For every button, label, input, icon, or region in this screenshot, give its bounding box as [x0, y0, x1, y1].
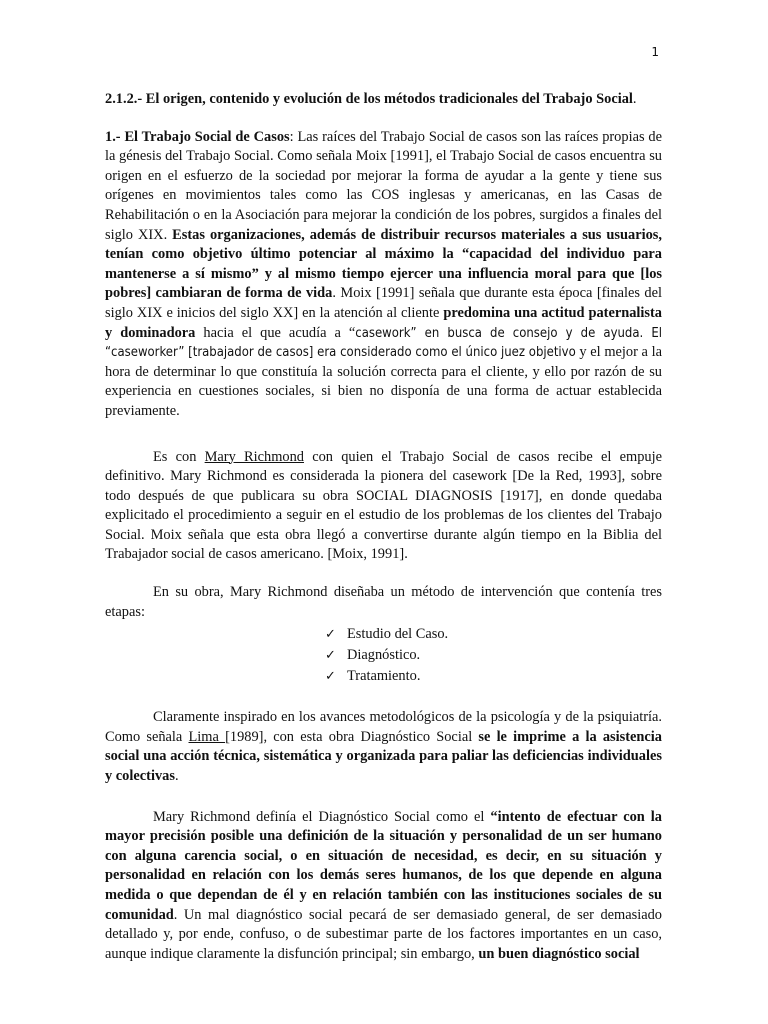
section-heading [105, 90, 662, 110]
list-item [325, 624, 662, 645]
paragraph-method-stages [105, 583, 662, 622]
text-run: : Las raíces del Trabajo Social de casos son las raíces propias de la génesis del Trabajo Social. Como señala Moix [1991], el Trabajo Social de casos encuentra su origen en el esfuerzo de la sociedad por mejorar la forma de ayudar a la gente y tiene sus orígenes en movimientos tales como las COS inglesas y americanas, en las Casas de Rehabilitación o en la Asociación para mejorar la condición de los pobres, surgidos a finales del siglo XIX. [105, 128, 662, 243]
list-item-label: Diagnóstico. [347, 647, 421, 664]
bold-run: Estas organizaciones, además de distribuir recursos materiales a sus usuarios, tenían como objetivo último potenciar al máximo la “capacidad del individuo para mantenerse a sí mismo” y al mismo tiempo ejercer una influencia moral para que [los pobres] cambiaran de forma de vida [105, 226, 662, 302]
check-icon: ✓ [325, 669, 336, 685]
document-body [105, 90, 662, 964]
list-item [325, 645, 662, 666]
mary-richmond-link[interactable]: Mary Richmond [204, 448, 304, 465]
bold-run: predomina una actitud paternalista y dominadora [105, 304, 663, 341]
list-item-label: Estudio del Caso. [347, 626, 449, 643]
sans-run: casework” en busca de consejo y de ayuda. El “caseworker” [trabajador de casos] era considerado como el único juez objetivo [105, 325, 662, 361]
text-run: . Moix [1991] señala que durante esta época [finales del siglo XIX e inicios del siglo XX] en la atención al cliente [105, 285, 662, 321]
paragraph-casework-origins [105, 128, 662, 422]
stages-checklist [105, 624, 662, 687]
text-run: Claramente inspirado en los avances metodológicos de la psicología y de la psiquiatría. Como señala [105, 709, 662, 745]
list-item-label: Tratamiento. [347, 668, 421, 685]
list-item [325, 666, 662, 687]
bold-run: se le imprime a la asistencia social una acción técnica, sistemática y organizada para paliar las deficiencias individuales y colectivas [105, 728, 662, 785]
section-heading-period: . [632, 91, 637, 107]
text-run: hacia el que acudía a “ [195, 324, 356, 341]
section-heading-text: 2.1.2.- El origen, contenido y evolución de los métodos tradicionales del Trabajo Social [105, 91, 633, 107]
paragraph-social-diagnosis [105, 808, 662, 965]
text-run: [1989], con esta obra Diagnóstico Social [225, 728, 479, 745]
casework-lead: 1.- El Trabajo Social de Casos [105, 128, 290, 145]
page-number: 1 [651, 45, 659, 59]
text-run: Es con [153, 448, 205, 465]
bold-run: “intento de efectuar con la mayor precisión posible una definición de la situación y personalidad de un ser humano con alguna carencia social, o en situación de necesidad, es decir, en su situación y personalidad en relación con los demás seres humanos, de los que depende en alguna medida o que dependan de él y en relación también con las instituciones sociales de su comunidad [105, 808, 662, 923]
text-run: Mary Richmond definía el Diagnóstico Social como el [153, 808, 491, 825]
text-run: En su obra, Mary Richmond diseñaba un método de intervención que contenía tres etapas: [105, 584, 662, 620]
check-icon: ✓ [325, 648, 336, 664]
paragraph-psychology-influence [105, 708, 662, 786]
text-run: y el mejor a la hora de determinar lo que constituía la solución correcta para el cliente, y ello por razón de su experiencia en cuestiones sociales, si bien no disponía de una forma de actuar establecida previamente. [105, 344, 662, 419]
text-run: con quien el Trabajo Social de casos recibe el empuje definitivo. Mary Richmond es considerada la pionera del casework [De la Red, 1993], sobre todo después de que publicara su obra SOCIAL DIAGNOSIS [1917], en donde quedaba explicitado el procedimiento a seguir en el estudio de los problemas de los clientes del Trabajo Social. Moix señala que esta obra llegó a convertirse durante algún tiempo en la Biblia del Trabajador social de casos americano. [Moix, 1991]. [105, 448, 662, 563]
bold-run: un buen diagnóstico social [478, 945, 640, 962]
paragraph-mary-richmond [105, 448, 662, 566]
check-icon: ✓ [325, 627, 336, 643]
lima-link[interactable]: Lima [188, 728, 226, 745]
text-run: . Un mal diagnóstico social pecará de ser demasiado general, de ser demasiado detallado y, por ende, confuso, o de subestimar parte de los factores importantes en un caso, aunque indique claramente la disfunción principal; sin embargo, [105, 906, 662, 962]
text-run: . [174, 768, 179, 785]
